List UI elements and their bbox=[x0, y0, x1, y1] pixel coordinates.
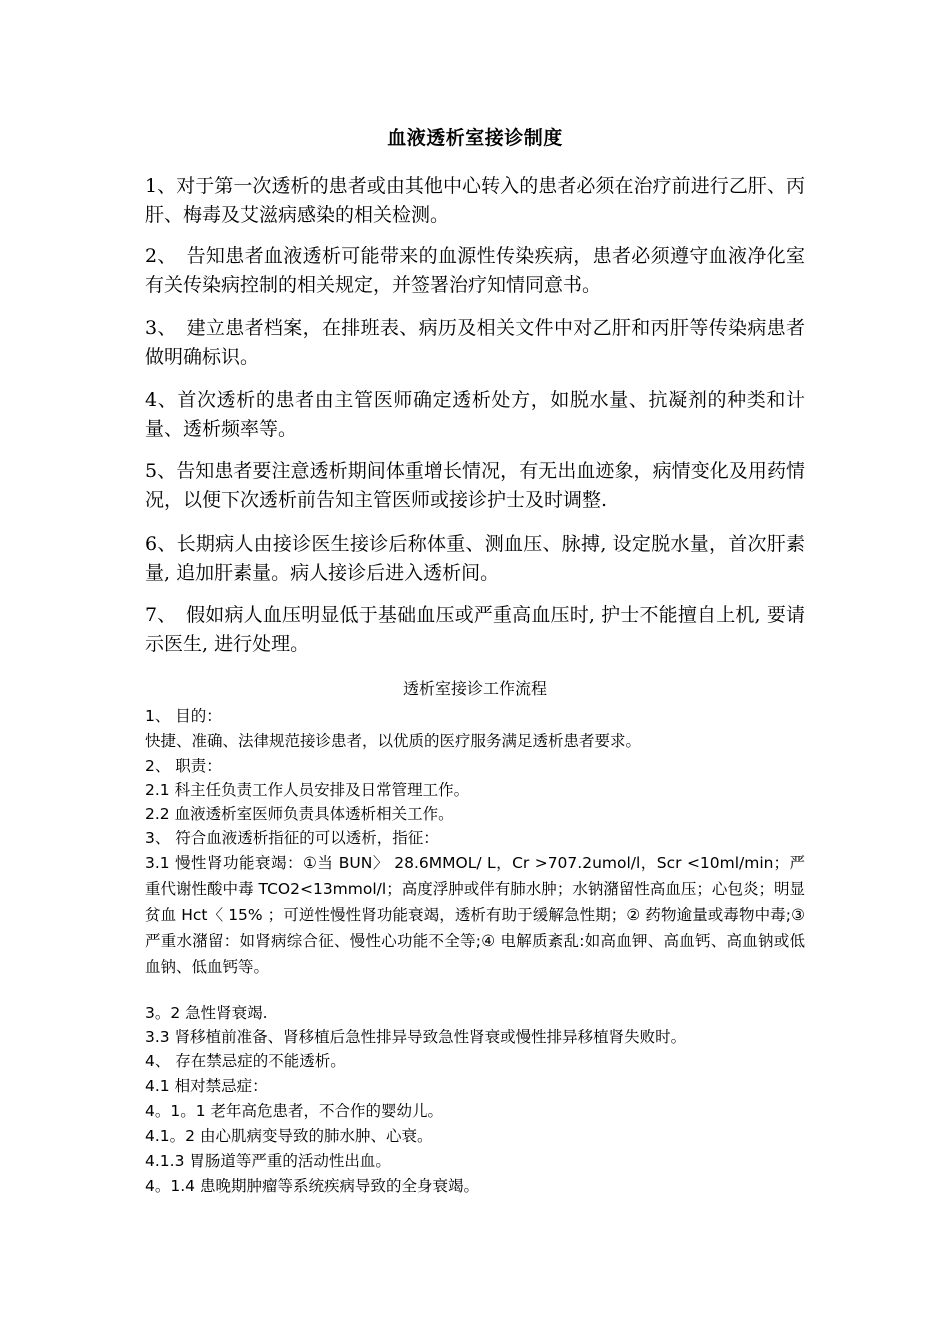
paragraph-6: 6、长期病人由接诊医生接诊后称体重、测血压、脉搏, 设定脱水量，首次肝素量, 追加肝素量。病人接诊后进入透析间。 bbox=[145, 533, 805, 584]
workflow-line: 4、 存在禁忌症的不能透析。 bbox=[145, 1052, 346, 1070]
workflow-title: 透析室接诊工作流程 bbox=[402, 679, 547, 698]
paragraph-7: 7、 假如病人血压明显低于基础血压或严重高血压时, 护士不能擅自上机, 要请示医生, 进行处理。 bbox=[145, 604, 805, 655]
workflow-line: 4。1。1 老年高危患者，不合作的婴幼儿。 bbox=[145, 1102, 444, 1120]
workflow-line: 3。2 急性肾衰竭. bbox=[145, 1004, 268, 1022]
workflow-line: 2.2 血液透析室医师负责具体透析相关工作。 bbox=[145, 805, 454, 823]
workflow-line: 3、 符合血液透析指征的可以透析，指征： bbox=[145, 829, 439, 847]
workflow-line: 2.1 科主任负责工作人员安排及日常管理工作。 bbox=[145, 781, 470, 799]
workflow-line: 4。1.4 患晚期肿瘤等系统疾病导致的全身衰竭。 bbox=[145, 1177, 479, 1195]
paragraph-4: 4、首次透析的患者由主管医师确定透析处方，如脱水量、抗凝剂的种类和计量、透析频率等。 bbox=[145, 389, 805, 440]
paragraph-5: 5、告知患者要注意透析期间体重增长情况，有无出血迹象，病情变化及用药情况，以便下次透析前告知主管医师或接诊护士及时调整. bbox=[145, 460, 805, 511]
workflow-line: 4.1 相对禁忌症： bbox=[145, 1077, 268, 1095]
workflow-paragraph: 3.1 慢性肾功能衰竭：①当 BUN〉 28.6MMOL/ L，Cr >707.2umol/l，Scr <10ml/min；严重代谢性酸中毒 TCO2<13mmol/l；高度浮肿或伴有肺水肿；水钠潴留性高血压；心包炎；明显贫血 Hct〈 15% ；可逆性慢性肾功能衰竭，透析有助于缓解急性期；② 药物逾量或毒物中毒;③ 严重水潴留：如肾病综合征、慢性心功能不全等;④ 电解质紊乱:如高血钾、高血钙、高血钠或低血钠、低血钙等。 bbox=[145, 854, 805, 976]
paragraph-3: 3、 建立患者档案，在排班表、病历及相关文件中对乙肝和丙肝等传染病患者做明确标识。 bbox=[145, 317, 805, 368]
workflow-line: 4.1.3 胃肠道等严重的活动性出血。 bbox=[145, 1152, 391, 1170]
paragraph-1: 1、对于第一次透析的患者或由其他中心转入的患者必须在治疗前进行乙肝、丙肝、梅毒及艾滋病感染的相关检测。 bbox=[145, 175, 805, 226]
workflow-line: 快捷、准确、法律规范接诊患者，以优质的医疗服务满足透析患者要求。 bbox=[145, 732, 642, 750]
workflow-line: 2、 职责： bbox=[145, 757, 222, 775]
document-title: 血液透析室接诊制度 bbox=[387, 127, 563, 149]
workflow-line: 3.3 肾移植前准备、肾移植后急性排异导致急性肾衰或慢性排异移植肾失败时。 bbox=[145, 1028, 687, 1046]
workflow-line: 4.1。2 由心肌病变导致的肺水肿、心衰。 bbox=[145, 1127, 433, 1145]
workflow-line: 1、 目的： bbox=[145, 707, 222, 725]
paragraph-2: 2、 告知患者血液透析可能带来的血源性传染疾病，患者必须遵守血液净化室有关传染病控制的相关规定，并签署治疗知情同意书。 bbox=[145, 245, 805, 296]
